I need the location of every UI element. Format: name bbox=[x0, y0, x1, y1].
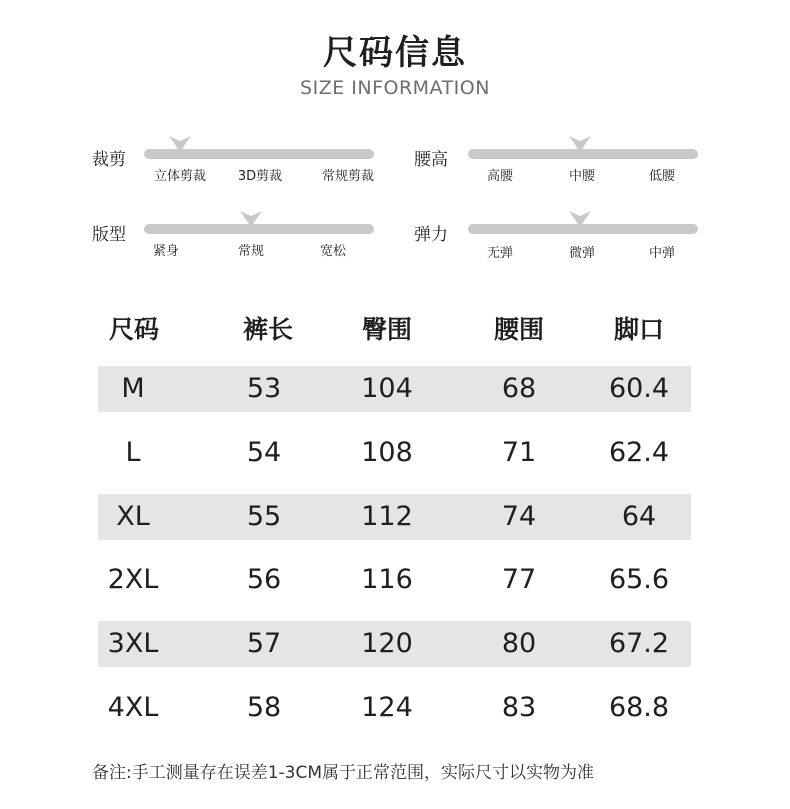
table-row bbox=[98, 366, 691, 412]
table-cell: 104 bbox=[361, 373, 413, 404]
attribute-label: 版型 bbox=[92, 225, 126, 245]
table-row bbox=[98, 621, 691, 667]
table-cell: 53 bbox=[246, 373, 282, 404]
attribute-option: 微弹 bbox=[568, 246, 596, 261]
table-cell: 68.8 bbox=[608, 692, 670, 723]
attribute-option: 立体剪裁 bbox=[153, 169, 207, 184]
table-cell: 120 bbox=[361, 628, 413, 659]
table-cell: 74 bbox=[501, 501, 537, 532]
page-title: 尺码信息 bbox=[323, 33, 467, 73]
attribute-option: 紧身 bbox=[152, 244, 180, 259]
table-cell: 108 bbox=[361, 437, 413, 468]
attribute-option: 中弹 bbox=[648, 246, 676, 261]
attribute-label: 腰高 bbox=[414, 150, 448, 170]
table-cell: 58 bbox=[246, 692, 282, 723]
attribute-option: 常规剪裁 bbox=[321, 169, 375, 184]
selection-marker-icon bbox=[240, 211, 262, 227]
attribute-stretch bbox=[414, 220, 714, 270]
column-header-length: 裤长 bbox=[242, 315, 294, 344]
attribute-label: 裁剪 bbox=[92, 150, 126, 170]
table-cell: 77 bbox=[501, 564, 537, 595]
table-cell: 68 bbox=[501, 373, 537, 404]
table-cell: 64 bbox=[621, 501, 657, 532]
table-cell: 80 bbox=[501, 628, 537, 659]
table-cell: 67.2 bbox=[608, 628, 670, 659]
table-cell: 4XL bbox=[107, 692, 159, 723]
attribute-option: 无弹 bbox=[486, 246, 514, 261]
measurement-note: 备注:手工测量存在误差1-3CM属于正常范围，实际尺寸以实物为准 bbox=[92, 763, 595, 783]
page-subtitle: SIZE INFORMATION bbox=[300, 77, 490, 99]
table-row bbox=[98, 685, 691, 731]
table-cell: 2XL bbox=[107, 564, 159, 595]
attribute-label: 弹力 bbox=[414, 225, 448, 245]
table-cell: XL bbox=[116, 501, 150, 532]
table-cell: 62.4 bbox=[608, 437, 670, 468]
attribute-fit bbox=[92, 220, 392, 270]
column-header-size: 尺码 bbox=[108, 315, 160, 344]
selection-marker-icon bbox=[569, 136, 591, 152]
attribute-option: 常规 bbox=[237, 244, 265, 259]
table-cell: 112 bbox=[361, 501, 413, 532]
attribute-rise bbox=[414, 145, 714, 195]
table-row bbox=[98, 557, 691, 603]
column-header-hem: 脚口 bbox=[613, 315, 665, 344]
table-cell: 3XL bbox=[107, 628, 159, 659]
selection-marker-icon bbox=[569, 211, 591, 227]
attribute-option: 中腰 bbox=[568, 169, 596, 184]
table-row bbox=[98, 430, 691, 476]
table-cell: 54 bbox=[246, 437, 282, 468]
table-cell: 71 bbox=[501, 437, 537, 468]
column-header-hip: 臀围 bbox=[361, 315, 413, 344]
table-row bbox=[98, 494, 691, 540]
table-cell: 56 bbox=[246, 564, 282, 595]
attribute-option: 3D剪裁 bbox=[237, 169, 283, 184]
selection-marker-icon bbox=[169, 136, 191, 152]
table-cell: 116 bbox=[361, 564, 413, 595]
size-table-header bbox=[0, 310, 790, 350]
table-cell: 60.4 bbox=[608, 373, 670, 404]
table-cell: 55 bbox=[246, 501, 282, 532]
attribute-option: 高腰 bbox=[486, 169, 514, 184]
attribute-option: 宽松 bbox=[319, 244, 347, 259]
table-cell: 83 bbox=[501, 692, 537, 723]
table-cell: 65.6 bbox=[608, 564, 670, 595]
attribute-option: 低腰 bbox=[648, 169, 676, 184]
attribute-cut bbox=[92, 145, 392, 195]
table-cell: 124 bbox=[361, 692, 413, 723]
column-header-waist: 腰围 bbox=[493, 315, 545, 344]
table-cell: M bbox=[121, 373, 145, 404]
table-cell: 57 bbox=[246, 628, 282, 659]
table-cell: L bbox=[125, 437, 141, 468]
